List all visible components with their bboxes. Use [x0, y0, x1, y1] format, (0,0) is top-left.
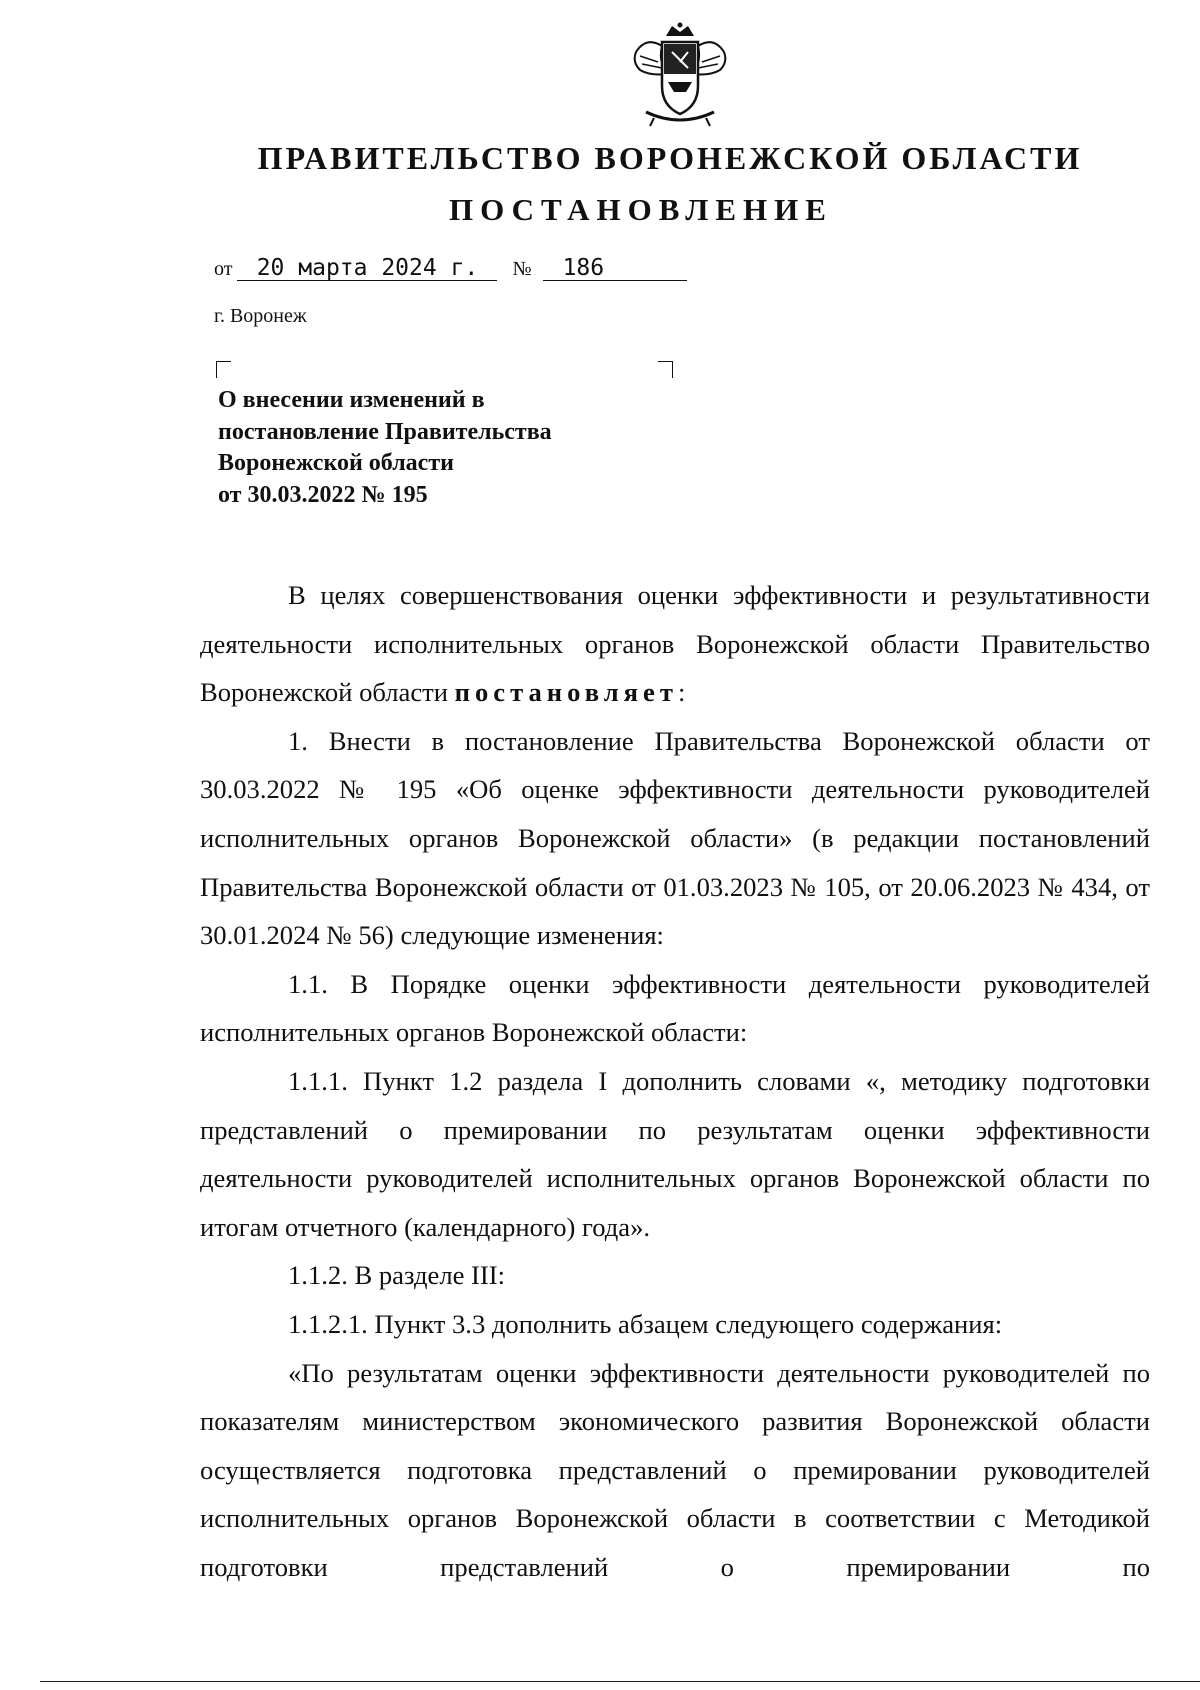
- subject-corner-left: [216, 361, 231, 378]
- body-paragraph: 1.1.2. В разделе III:: [288, 1260, 506, 1291]
- body-paragraph: 1. Внести в постановление Правительства Воронежской области от 30.03.2022 № 195 «Об оценке эффективности деятельности руководителей исполнительных органов Воронежской области» (в редакции постановлений Правительства Воронежской области от 01.03.2023 № 105, от 20.06.2023 № 434, от 30.01.2024 № 56) следующие изменения:: [200, 725, 1150, 951]
- coat-of-arms-emblem: [628, 22, 732, 130]
- body-paragraph: 1.1.2.1. Пункт 3.3 дополнить абзацем следующего содержания:: [288, 1308, 1003, 1339]
- document-number: 186: [543, 256, 687, 281]
- government-title: ПРАВИТЕЛЬСТВО ВОРОНЕЖСКОЙ ОБЛАСТИ: [257, 140, 1083, 176]
- subject-line: О внесении изменений в: [218, 387, 485, 413]
- date-number-line: [214, 256, 687, 281]
- preamble-end: :: [677, 677, 686, 708]
- body-paragraph: 1.1. В Порядке оценки эффективности деятельности руководителей исполнительных органов Воронежской области:: [200, 968, 1150, 1048]
- preamble-text: В целях совершенствования оценки эффективности и результативности деятельности исполнительных органов Воронежской области Правительство Воронежской области: [200, 580, 1150, 708]
- date-prefix: от: [214, 258, 233, 280]
- city: г. Воронеж: [214, 305, 307, 327]
- subject-corner-right: [658, 361, 673, 378]
- document-subject: [218, 385, 552, 511]
- subject-line: от 30.03.2022 № 195: [218, 481, 428, 508]
- document-body: [200, 571, 1150, 1591]
- subject-line: постановление Правительства: [218, 418, 552, 445]
- body-paragraph: «По результатам оценки эффективности деятельности руководителей по показателям министерством экономического развития Воронежской области осуществляется подготовка представлений о премировании руководителей исполнительных органов Воронежской области в соответствии с Методикой подготовки представлений о премировании по: [200, 1357, 1150, 1582]
- body-paragraph: 1.1.1. Пункт 1.2 раздела I дополнить словами «, методику подготовки представлений о премировании по результатам оценки эффективности деятельности руководителей исполнительных органов Воронежской области по итогам отчетного (календарного) года».: [200, 1065, 1150, 1242]
- number-prefix: №: [512, 258, 532, 280]
- document-date: 20 марта 2024 г.: [237, 256, 497, 281]
- preamble-verb: постановляет: [454, 677, 678, 708]
- subject-line: Воронежской области: [218, 450, 454, 476]
- footer-rule: [40, 1681, 1200, 1682]
- preamble-paragraph: [200, 571, 1150, 717]
- document-type: ПОСТАНОВЛЕНИЕ: [449, 192, 833, 227]
